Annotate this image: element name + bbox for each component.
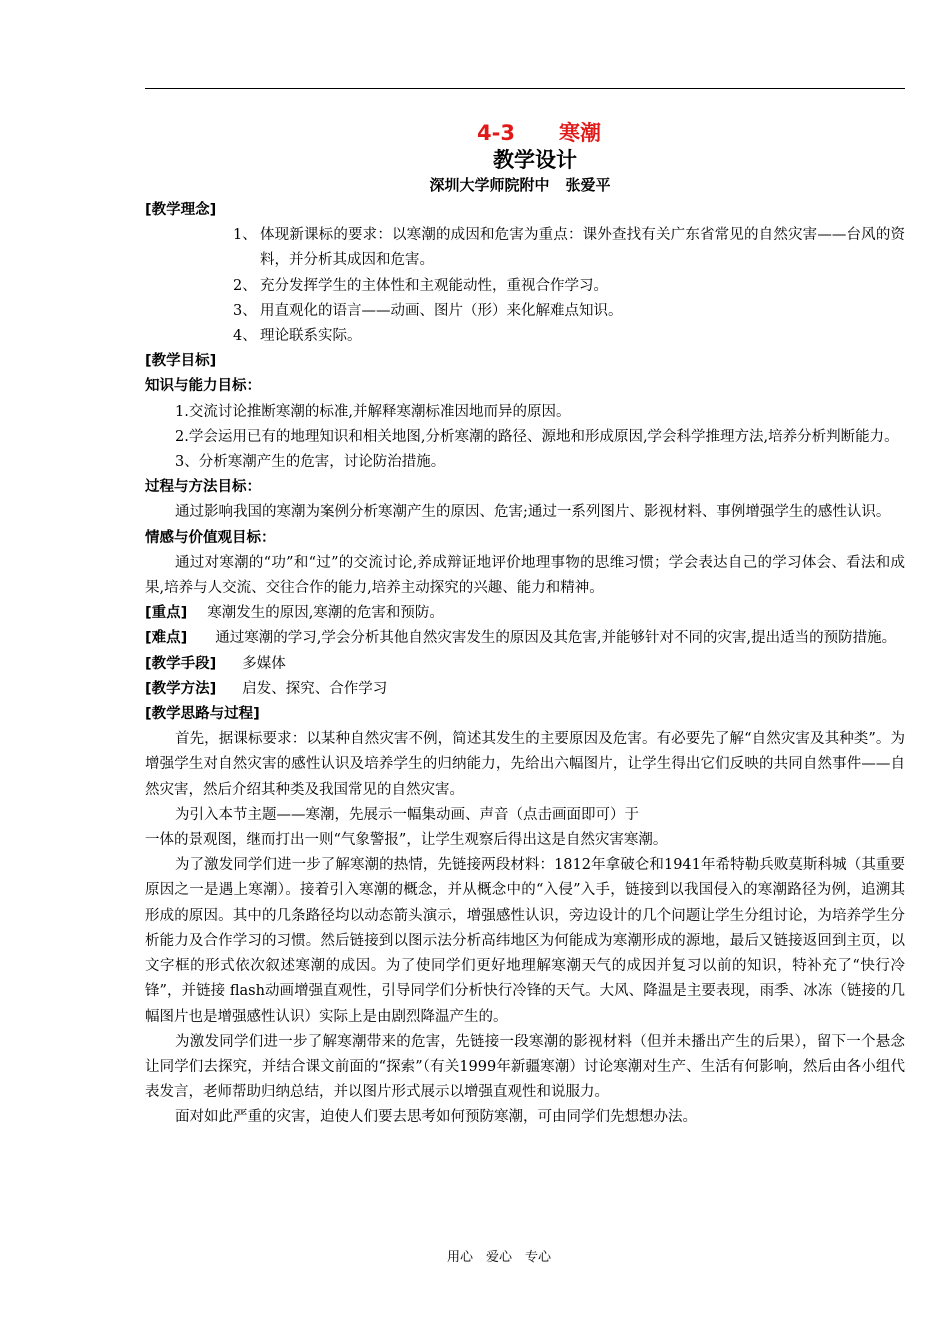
knowledge-item: 1.交流讨论推断寒潮的标准,并解释寒潮标准因地而异的原因。	[175, 403, 571, 420]
teaching-means	[145, 652, 905, 677]
knowledge-item: 3、分析寒潮产生的危害，讨论防治措施。	[175, 454, 446, 471]
knowledge-heading: 知识与能力目标：	[145, 378, 261, 395]
author-line	[145, 174, 905, 196]
emotion-goal-text: 通过对寒潮的“功”和“过”的交流讨论,养成辩证地评价地理事物的思维习惯；学会表达自己的学习体会、看法和成果,培养与人交流、交往合作的能力,培养主动探究的兴趣、能力和精神。	[145, 554, 905, 597]
teaching-method-text: 启发、探究、合作学习	[242, 680, 388, 697]
difficulty	[145, 626, 905, 651]
process-paragraph: 为了激发同学们进一步了解寒潮的热情，先链接两段材料：1812年拿破仑和1941年希特勒兵败莫斯科城（其重要原因之一是遇上寒潮）。接着引入寒潮的概念，并从概念中的“入侵”入手，链接到以我国侵入的寒潮路径为例，追溯其形成的原因。其中的几条路径均以动态箭头演示，增强感性认识，旁边设计的几个问题让学生分组讨论，为培养学生分析能力及合作学习的习惯。然后链接到以图示法分析高纬地区为何能成为寒潮形成的源地，最后又链接返回到主页，以文字框的形式依次叙述寒潮的成因。为了使同学们更好地理解寒潮天气的成因并复习以前的知识，特补充了“快行冷锋”，并链接 flash动画增强直观性，引导同学们分析快行冷锋的天气。大风、降温是主要表现，雨季、冰冻（链接的几幅图片也是增强感性认识）实际上是由剧烈降温产生的。	[145, 857, 905, 1025]
knowledge-item: 2.学会运用已有的地理知识和相关地图,分析寒潮的路径、源地和形成原因,学会科学推理方法,培养分析判断能力。	[175, 428, 899, 445]
page-footer: 用心 爱心 专心	[446, 1250, 551, 1265]
document-subtitle: 教学设计	[493, 148, 577, 172]
document-page	[145, 118, 905, 1131]
difficulty-text: 通过寒潮的学习,学会分析其他自然灾害发生的原因及其危害,并能够针对不同的灾害,提出适当的预防措施。	[215, 630, 897, 647]
lesson-title	[145, 118, 905, 148]
difficulty-label: [难点]	[145, 630, 188, 647]
process-paragraph: 首先，据课标要求：以某种自然灾害不例，简述其发生的主要原因及危害。有必要先了解“自然灾害及其种类”。为增强学生对自然灾害的感性认识及培养学生的归纳能力，先给出六幅图片，让学生得出它们反映的共同自然事件——自然灾害，然后介绍其种类及我国常见的自然灾害。	[145, 731, 905, 798]
key-point-label: [重点]	[145, 605, 188, 622]
list-item: 4、 理论联系实际。	[233, 328, 362, 345]
emotion-goal-heading: 情感与价值观目标：	[145, 529, 276, 546]
process-paragraph: 为引入本节主题——寒潮，先展示一幅集动画、声音（点击画面即可）于	[175, 806, 639, 823]
process-goal-text: 通过影响我国的寒潮为案例分析寒潮产生的原因、危害;通过一系列图片、影视材料、事例增强学生的感性认识。	[175, 504, 891, 521]
author-name: 张爱平	[565, 176, 611, 194]
list-item: 3、 用直观化的语言——动画、图片（形）来化解难点知识。	[233, 302, 623, 319]
lesson-name: 寒潮	[558, 121, 601, 145]
school-name: 深圳大学师院附中	[429, 176, 550, 194]
process-paragraph: 面对如此严重的灾害，迫使人们要去思考如何预防寒潮，可由同学们先想想办法。	[175, 1109, 697, 1126]
teaching-method	[145, 677, 905, 702]
list-item: 2、 充分发挥学生的主体性和主观能动性，重视合作学习。	[233, 277, 608, 294]
concept-list	[145, 223, 905, 349]
goals-heading: [教学目标]	[145, 353, 217, 370]
concept-heading: [教学理念]	[145, 202, 217, 218]
header-rule	[145, 88, 905, 89]
process-paragraph: 为激发同学们进一步了解寒潮带来的危害，先链接一段寒潮的影视材料（但并未播出产生的后果），留下一个悬念让同学们去探究，并结合课文前面的“探索”（有关1999年新疆寒潮）讨论寒潮对生产、生活有何影响，然后由各小组代表发言，老师帮助归纳总结，并以图片形式展示以增强直观性和说服力。	[145, 1033, 905, 1101]
process-goal-heading: 过程与方法目标：	[145, 479, 261, 496]
process-paragraph: 一体的景观图，继而打出一则“气象警报”，让学生观察后得出这是自然灾害寒潮。	[145, 832, 668, 849]
key-point	[145, 601, 905, 626]
key-point-text: 寒潮发生的原因,寒潮的危害和预防。	[207, 605, 444, 622]
teaching-method-label: [教学方法]	[145, 680, 217, 697]
process-heading: [教学思路与过程]	[145, 706, 260, 723]
list-item: 1、 体现新课标的要求：以寒潮的成因和危害为重点：课外查找有关广东省常见的自然灾害——台风的资料，并分析其成因和危害。	[233, 227, 905, 269]
lesson-code: 4-3	[477, 121, 515, 145]
teaching-means-text: 多媒体	[242, 655, 286, 672]
teaching-means-label: [教学手段]	[145, 655, 217, 672]
